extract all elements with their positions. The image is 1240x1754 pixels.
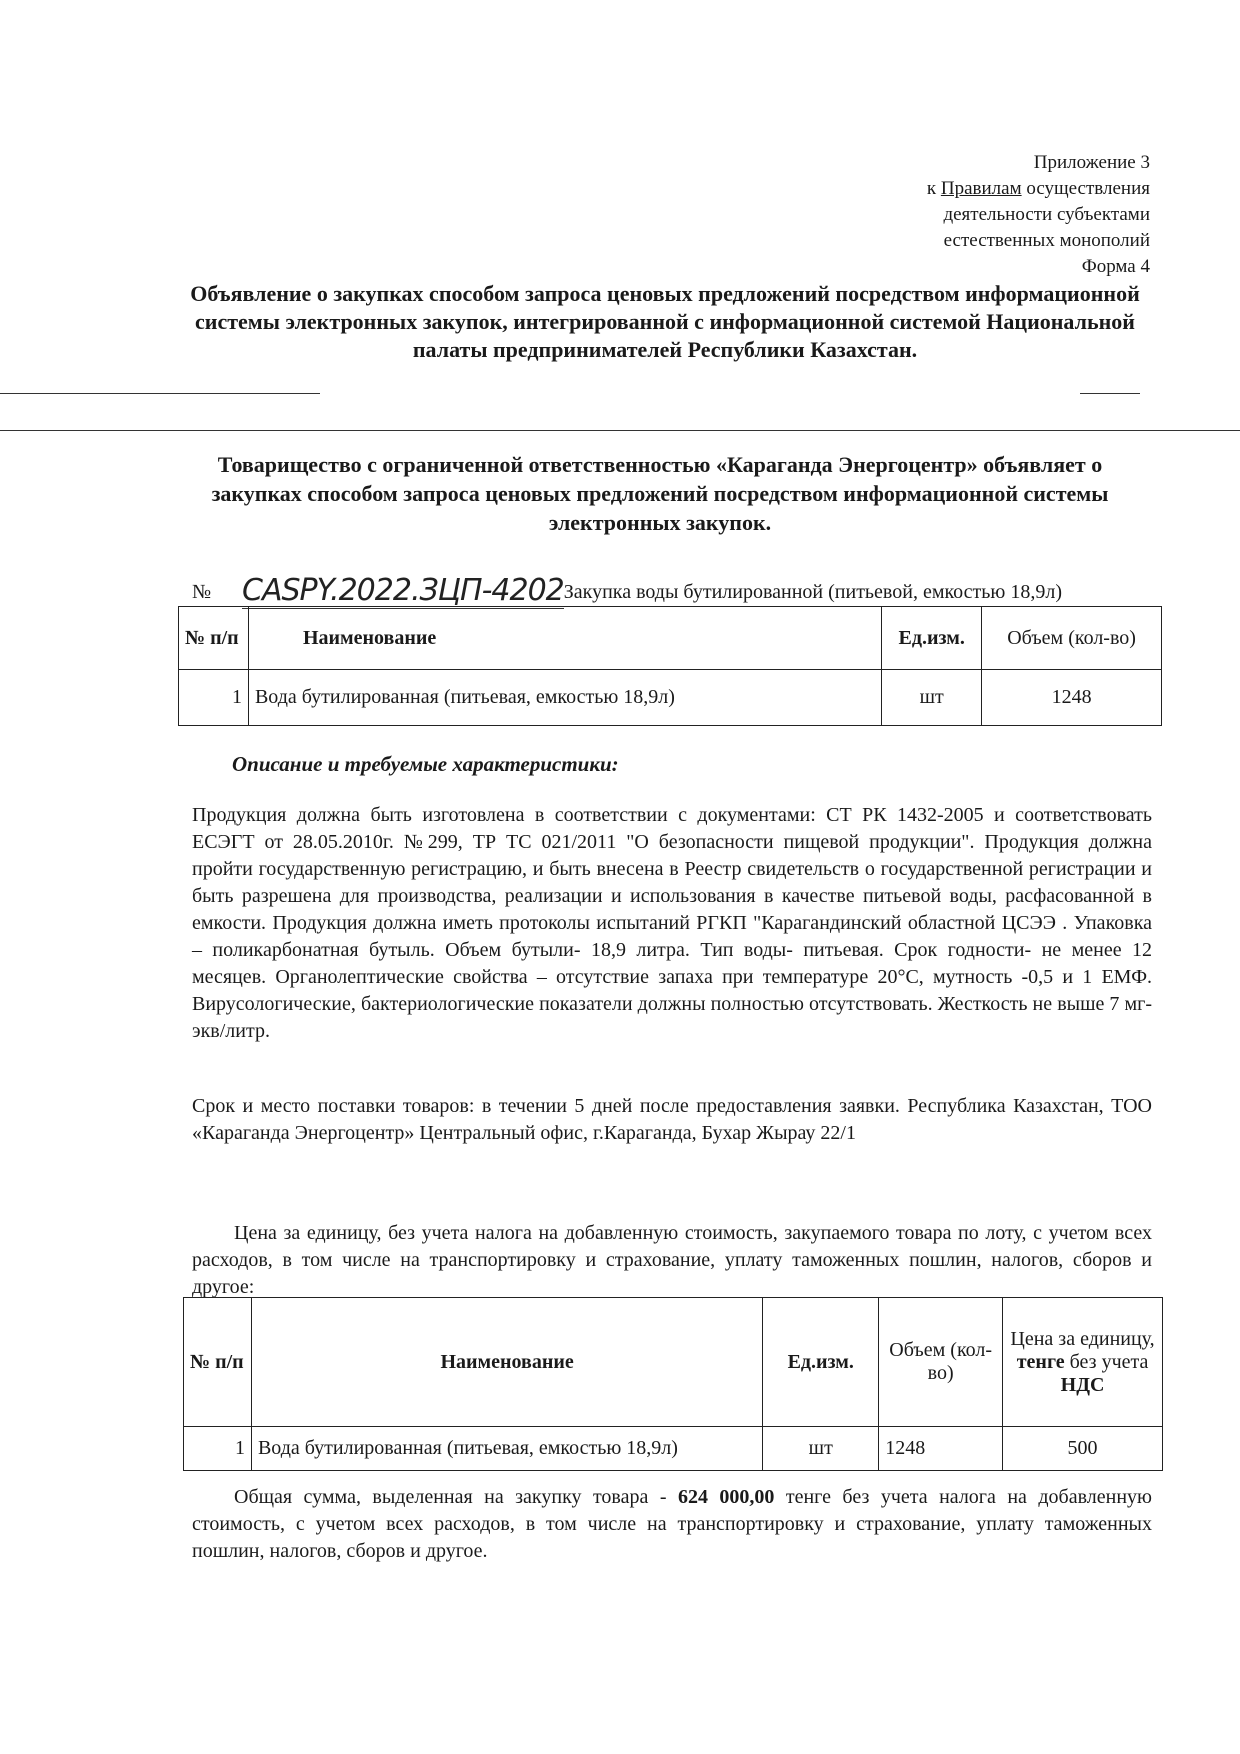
lot-number-handwritten: CASPY.2022.ЗЦП-4202 [242,573,564,608]
total-prefix: Общая сумма, выделенная на закупку товара - [234,1486,678,1508]
header-price-b: тенге [1016,1350,1065,1373]
row-qty: 1248 [982,670,1162,726]
price-intro: Цена за единицу, без учета налога на добавленную стоимость, закупаемого товара по лоту, с учетом всех расходов, в том числе на транспортировку и страхование, уплату таможенных пошлин, налогов, сборов и другое: [192,1222,1152,1298]
rules-link[interactable]: Правилам [940,178,1022,199]
header-qty: Объем (кол-во) [879,1298,1003,1427]
row-qty: 1248 [879,1427,1003,1471]
delivery-terms: Срок и место поставки товаров: в течении 5 дней после предоставления заявки. Республика Казахстан, ТОО «Караганда Энергоцентр» Центральный офис, г.Караганда, Бухар Жырау 22/1 [192,1095,1152,1144]
organization-announcement: Товарищество с ограниченной ответственностью «Караганда Энергоцентр» объявляет о закупках способом запроса ценовых предложений посредством информационной системы электронных закупок. [211,452,1109,535]
appendix-line-1: Приложение 3 [1033,152,1150,173]
form-number: Форма 4 [1081,256,1150,277]
divider-line [0,393,320,394]
table-row [179,670,1162,726]
header-unit: Ед.изм. [882,607,982,670]
header-num: № п/п [179,607,249,670]
header-unit: Ед.изм. [763,1298,879,1427]
row-name: Вода бутилированная (питьевая, емкостью 18,9л) [251,1427,762,1471]
total-amount: 624 000,00 [677,1486,775,1508]
header-num: № п/п [184,1298,252,1427]
lot-number-label: № [192,581,212,603]
header-name: Наименование [251,1298,762,1427]
appendix-line-2-suffix: осуществления [1021,178,1150,199]
header-price-d: НДС [1060,1373,1105,1396]
header-qty: Объем (кол-во) [982,607,1162,670]
appendix-line-4: естественных монополий [943,230,1150,251]
total-suffix: тенге без учета налога на добавленную стоимость, с учетом всех расходов, в том числе на транспортировку и страхование, уплату таможенных пошлин, налогов, сборов и другое. [192,1486,1152,1562]
row-name: Вода бутилированная (питьевая, емкостью 18,9л) [248,670,881,726]
row-num: 1 [184,1427,252,1471]
header-price [1003,1298,1163,1427]
row-price: 500 [1003,1427,1163,1471]
appendix-line-2 [927,176,1150,202]
row-unit: шт [763,1427,879,1471]
row-unit: шт [882,670,982,726]
document-title: Объявление о закупках способом запроса ценовых предложений посредством информационной системы электронных закупок, интегрированной с информационной системой Национальной палаты предпринимателей Республики Казахстан. [190,281,1140,362]
lot-line [192,573,1152,609]
appendix-header [927,150,1150,280]
total-sum [192,1484,1152,1565]
lot-name: Закупка воды бутилированной (питьевой, емкостью 18,9л) [563,581,1062,603]
table-header-row [184,1298,1163,1427]
items-table [178,606,1162,726]
header-price-a: Цена за единицу, [1010,1327,1155,1350]
divider-line [0,430,1240,431]
appendix-line-2-prefix: к [926,178,941,199]
description-title: Описание и требуемые характеристики: [232,752,619,776]
divider-line [1080,393,1140,394]
table-row [184,1427,1163,1471]
price-table [183,1297,1163,1471]
table-header-row [179,607,1162,670]
appendix-line-3: деятельности субъектами [943,204,1150,225]
header-price-c: без учета [1069,1350,1149,1373]
header-name: Наименование [248,607,881,670]
description-text: Продукция должна быть изготовлена в соответствии с документами: СТ РК 1432-2005 и соответствовать ЕСЭГТ от 28.05.2010г. №299, ТР ТС 021/2011 "О безопасности пищевой продукции". Продукция должна пройти государственную регистрацию, и быть внесена в Реестр свидетельств о государственной регистрации и быть разрешена для производства, реализации и использования в качестве питьевой воды, расфасованной в емкости. Продукция должна иметь протоколы испытаний РГКП "Карагандинский областной ЦСЭЭ . Упаковка – поликарбонатная бутыль. Объем бутыли- 18,9 литра. Тип воды- питьевая. Срок годности- не менее 12 месяцев. Органолептические свойства – отсутствие запаха при температуре 20°С, мутность -0,5 и 1 ЕМФ. Вирусологические, бактериологические показатели должны полностью отсутствовать. Жесткость не выше 7 мг-экв/литр. [192,804,1152,1042]
row-num: 1 [179,670,249,726]
